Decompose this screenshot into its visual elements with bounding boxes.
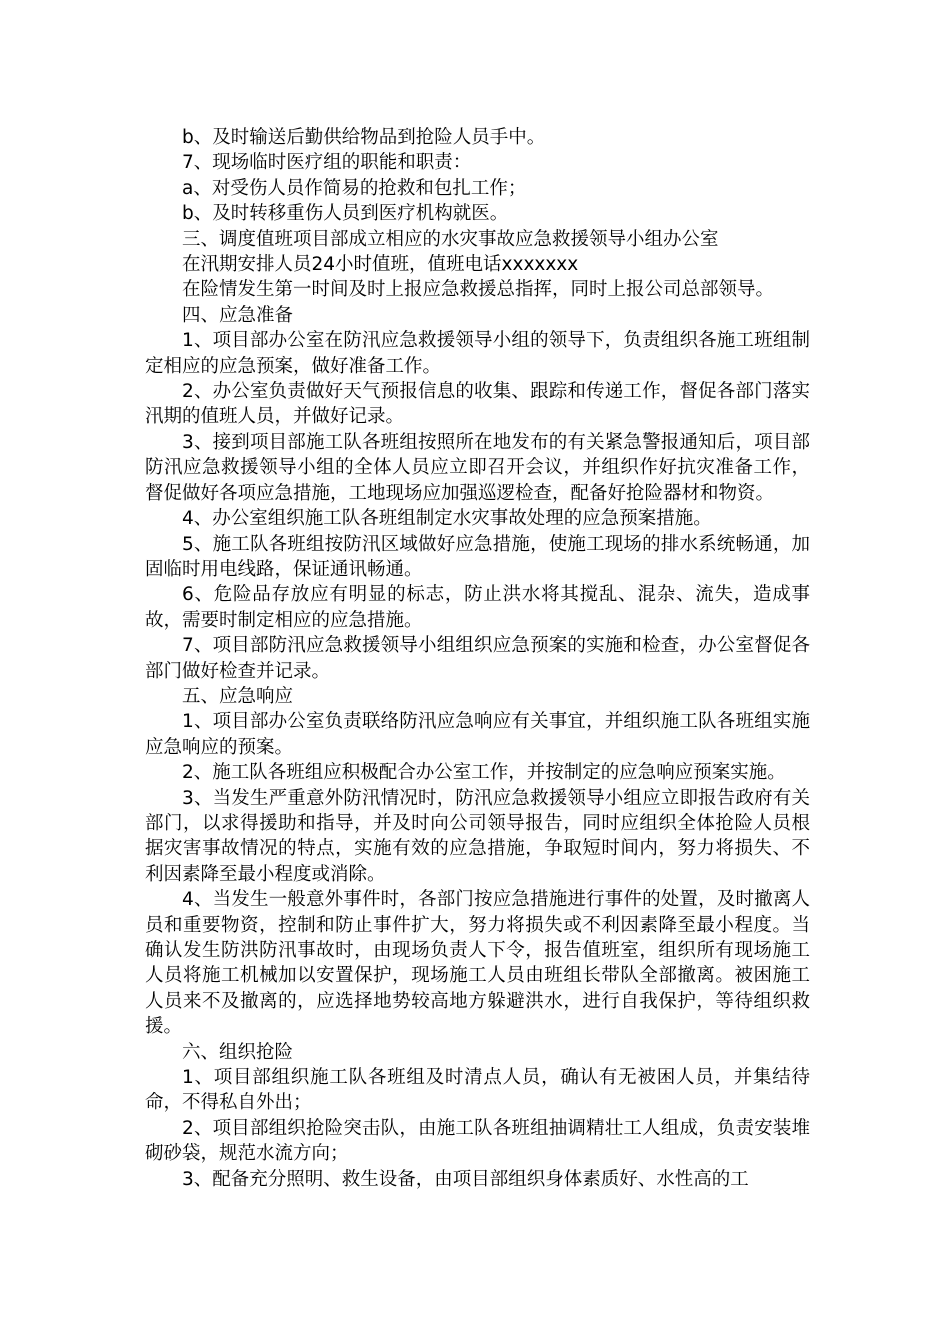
paragraph: 1、项目部组织施工队各班组及时清点人员，确认有无被困人员，并集结待命，不得私自外出； bbox=[145, 1067, 810, 1114]
paragraph: 2、办公室负责做好天气预报信息的收集、跟踪和传递工作，督促各部门落实汛期的值班人员，并做好记录。 bbox=[145, 381, 810, 428]
paragraph: 7、现场临时医疗组的职能和职责： bbox=[182, 152, 472, 174]
paragraph: 2、施工队各班组应积极配合办公室工作，并按制定的应急响应预案实施。 bbox=[182, 762, 786, 784]
paragraph: 1、项目部办公室负责联络防汛应急响应有关事宜，并组织施工队各班组实施应急响应的预案。 bbox=[145, 711, 810, 758]
paragraph: 在险情发生第一时间及时上报应急救援总指挥，同时上报公司总部领导。 bbox=[182, 279, 775, 301]
paragraph: b、及时输送后勤供给物品到抢险人员手中。 bbox=[182, 127, 546, 148]
paragraph: 3、接到项目部施工队各班组按照所在地发布的有关紧急警报通知后，项目部防汛应急救援领导小组的全体人员应立即召开会议，并组织作好抗灾准备工作，督促做好各项应急措施，工地现场应加强巡逻检查，配备好抢险器材和物资。 bbox=[145, 431, 810, 504]
paragraph: b、及时转移重伤人员到医疗机构就医。 bbox=[182, 203, 509, 225]
section-heading: 六、组织抢险 bbox=[182, 1041, 294, 1063]
paragraph: 3、当发生严重意外防汛情况时，防汛应急救援领导小组应立即报告政府有关部门，以求得援助和指导，并及时向公司领导报告，同时应组织全体抢险人员根据灾害事故情况的特点，实施有效的应急措施，争取短时间内，努力将损失、不利因素降至最小程度或消除。 bbox=[145, 787, 810, 885]
paragraph: 4、办公室组织施工队各班组制定水灾事故处理的应急预案措施。 bbox=[182, 508, 712, 530]
paragraph: a、对受伤人员作简易的抢救和包扎工作； bbox=[182, 177, 527, 199]
paragraph: 5、施工队各班组按防汛区域做好应急措施，使施工现场的排水系统畅通，加固临时用电线路，保证通讯畅通。 bbox=[145, 533, 810, 580]
document-page bbox=[145, 125, 810, 1192]
section-heading: 四、应急准备 bbox=[182, 304, 294, 326]
paragraph: 3、配备充分照明、救生设备，由项目部组织身体素质好、水性高的工 bbox=[182, 1168, 749, 1190]
paragraph: 4、当发生一般意外事件时，各部门按应急措施进行事件的处置，及时撤离人员和重要物资，控制和防止事件扩大，努力将损失或不利因素降至最小程度。当确认发生防洪防汛事故时，由现场负责人下令，报告值班室，组织所有现场施工人员将施工机械加以安置保护，现场施工人员由班组长带队全部撤离。被困施工人员来不及撤离的，应选择地势较高地方躲避洪水，进行自我保护，等待组织救援。 bbox=[145, 889, 810, 1038]
paragraph: 6、危险品存放应有明显的标志，防止洪水将其搅乱、混杂、流失，造成事故，需要时制定相应的应急措施。 bbox=[145, 584, 810, 631]
paragraph: 在汛期安排人员24小时值班，值班电话xxxxxxx bbox=[182, 254, 579, 276]
section-heading: 三、调度值班项目部成立相应的水灾事故应急救援领导小组办公室 bbox=[182, 228, 719, 250]
section-heading: 五、应急响应 bbox=[182, 685, 294, 707]
paragraph: 1、项目部办公室在防汛应急救援领导小组的领导下，负责组织各施工班组制定相应的应急预案，做好准备工作。 bbox=[145, 330, 810, 377]
paragraph: 7、项目部防汛应急救援领导小组组织应急预案的实施和检查，办公室督促各部门做好检查并记录。 bbox=[145, 635, 810, 682]
paragraph: 2、项目部组织抢险突击队，由施工队各班组抽调精壮工人组成，负责安装堆砌砂袋，规范水流方向； bbox=[145, 1117, 810, 1165]
